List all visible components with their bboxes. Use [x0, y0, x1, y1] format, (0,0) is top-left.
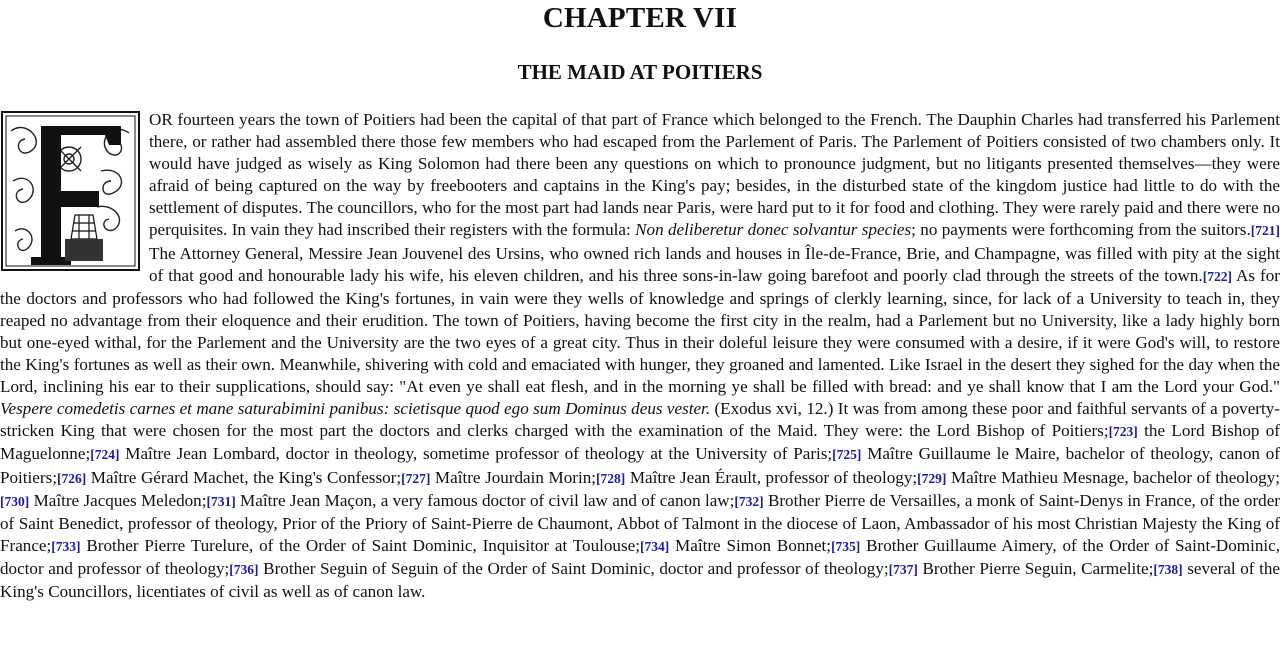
latin-quotation: Vespere comedetis carnes et mane saturabimini panibus: scietisque quod ego sum Dominus deus vester. [0, 399, 711, 419]
footnote-link-721[interactable]: [721] [1250, 223, 1280, 239]
section-title: THE MAID AT POITIERS [517, 60, 763, 84]
footnote-link-723[interactable]: [723] [1108, 424, 1138, 440]
footnote-link-725[interactable]: [725] [832, 447, 862, 463]
decorated-initial-f-image [1, 111, 140, 271]
chapter-title: CHAPTER VII [542, 2, 738, 34]
footnote-link-726[interactable]: [726] [56, 470, 87, 486]
footnote-link-727[interactable]: [727] [401, 470, 431, 486]
footnote-link-724[interactable]: [724] [90, 447, 120, 463]
chapter-body: OR fourteen years the town of Poitiers had been the capital of that part of France which belonged to the French. The Dauphin Charles had transferred his Parlement there, or rather had assembled there those few members who had escaped from the Parlement of Paris. The Parlement of Poitiers consisted of two chambers only. It would have judged as wisely as King Solomon had there been any questions on which to pronounce judgment, but no litigants presented themselves—they were afraid of being captured on the way by freebooters and captains in the King's pay; besides, in the disturbed state of the kingdom justice had little to do with the settlement of disputes. The councillors, who for the most part had lands near Paris, were hard put to it for food and clothing. They were rarely paid and there were no perquisites. In vain they had inscribed their registers with the formula: Non deliberetur donec solvantur species; no payments were forthcoming from the suitors.[721] The Attorney General, Messire Jean Jouvenel des Ursins, who owned rich lands and houses in Île-de-France, Brie, and Champagne, was filled with pity at the sight of that good and honourable lady his wife, his eleven children, and his three sons-in-law going barefoot and poorly clad through the streets of the town.[722] As for the doctors and professors who had followed the King's fortunes, in vain were they wells of knowledge and springs of clerkly learning, since, for lack of a University to teach in, they reaped no advantage from their eloquence and their erudition. The town of Poitiers, having become the first city in the realm, had a Parlement but no University, like a lady highly born but one-eyed withal, for the Parlement and the University are the two eyes of a great city. Thus in their doleful leisure they were consumed with a desire, if it were God's will, to restore the King's fortunes as well as their own. Meanwhile, shivering with cold and emaciated with hunger, they groaned and lamented. Like Israel in the desert they sighed for the day when the Lord, inclining his ear to their supplications, should say: "At even ye shall eat flesh, and in the morning ye shall be filled with bread: and ye shall know that I am the Lord your God." Vespere comedetis carnes et mane saturabimini panibus: scietisque quod ego sum Dominus deus vester. (Exodus xvi, 12.) It was from among these poor and faithful servants of a poverty-stricken King that were chosen for the most part the doctors and clerks charged with the examination of the Maid. They were: the Lord Bishop of Poitiers;[723] the Lord Bishop of Maguelonne;[724] Maître Jean Lombard, doctor in theology, sometime professor of theology at the University of Paris;[725] Maître Guillaume le Maire, bachelor of theology, canon of Poitiers;[726] Maître Gérard Machet, the King's Confessor;[727] Maître Jourdain Morin;[728] Maître Jean Érault, professor of theology;[729] Maître Mathieu Mesnage, bachelor of theology;[730] Maître Jacques Meledon;[731] Maître Jean Maçon, a very famous doctor of civil law and of canon law;[732] Brother Pierre de Versailles, a monk of Saint-Denys in France, of the order of Saint Benedict, professor of theology, Prior of the Priory of Saint-Pierre de Chaumont, Abbot of Talmont in the diocese of Laon, Ambassador of his most Christian Majesty the King of France;[733] Brother Pierre Turelure, of the Order of Saint Dominic, Inquisitor at Toulouse;[734] Maître Simon Bonnet;[735] Brother Guillaume Aimery, of the Order of Saint-Dominic, doctor and professor of theology;[736] Brother Seguin of Seguin of the Order of Saint Dominic, doctor and professor of theology;[737] Brother Pierre Seguin, Carmelite;[738] several of the King's Councillors, licentiates of civil as well as of canon law. [0, 110, 1280, 601]
footnote-link-737[interactable]: [737] [888, 561, 918, 577]
footnote-link-738[interactable]: [738] [1153, 561, 1183, 577]
footnote-link-729[interactable]: [729] [917, 470, 947, 486]
footnote-link-736[interactable]: [736] [229, 561, 259, 577]
footnote-link-732[interactable]: [732] [734, 493, 764, 509]
footnote-link-731[interactable]: [731] [206, 493, 236, 509]
footnote-link-733[interactable]: [733] [51, 538, 81, 554]
footnote-link-722[interactable]: [722] [1202, 268, 1232, 284]
footnote-link-728[interactable]: [728] [596, 470, 626, 486]
paragraph-text: OR fourteen years the town of Poitiers had been the capital of that part of France which belonged to the French. The Dauphin Charles had transferred his Parlement there, or rather had assembled there those few members who had escaped from the Parlement of Paris. The Parlement of Poitiers consisted of two chambers only. It would have judged as wisely as King Solomon had there been any questions on which to pronounce judgment, but no litigants presented themselves—they were afraid of being captured on the way by freebooters and captains in the King's pay; besides, in the disturbed state of the kingdom justice had little to do with the settlement of disputes. The councillors, who for the most part had lands near Paris, were hard put to it for food and clothing. They were rarely paid and there were no perquisites. In vain they had inscribed their registers with the formula: [149, 110, 1280, 240]
footnote-link-735[interactable]: [735] [831, 538, 861, 554]
footnote-link-734[interactable]: [734] [639, 538, 670, 554]
footnote-link-730[interactable]: [730] [0, 493, 30, 509]
latin-formula: Non deliberetur donec solvantur species [635, 220, 912, 240]
